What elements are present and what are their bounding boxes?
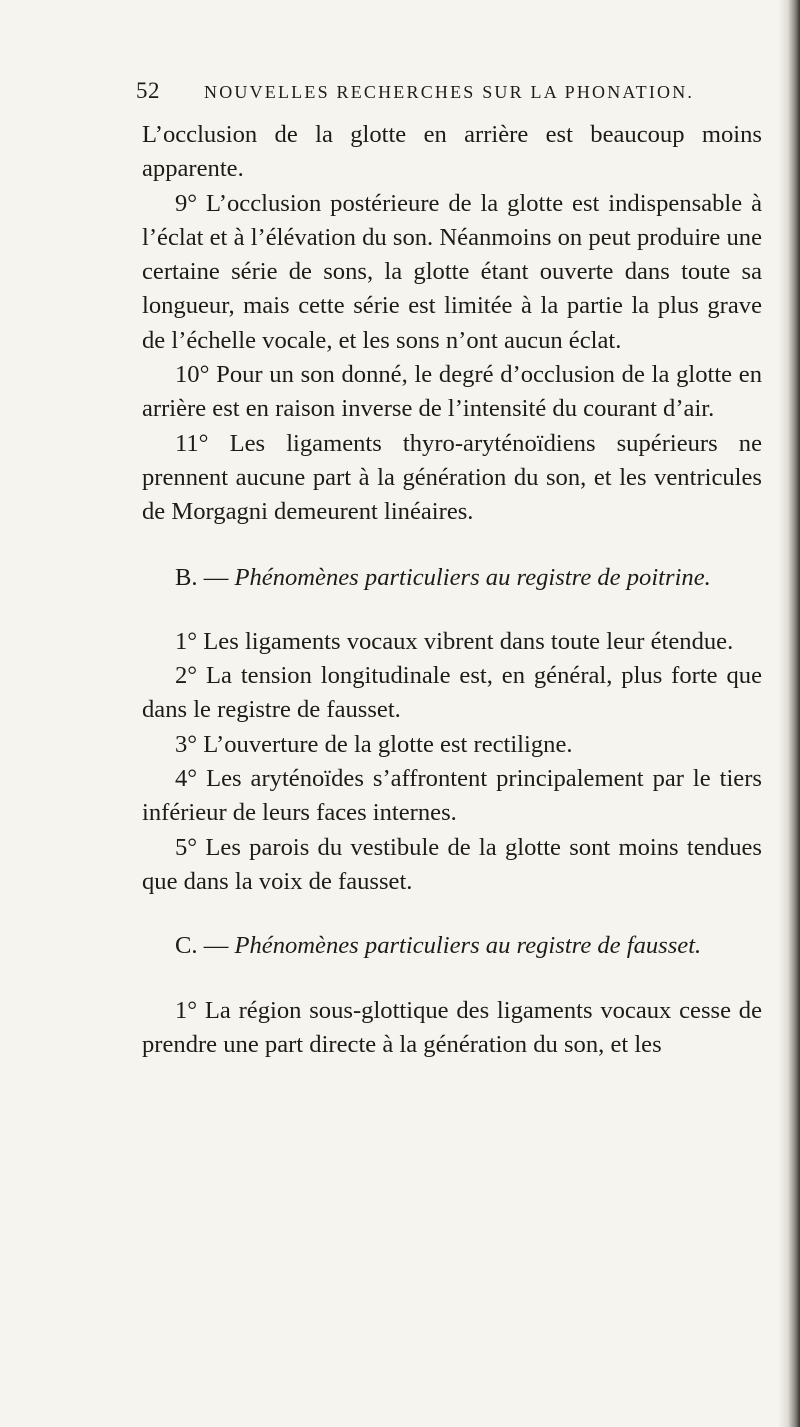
section-heading-b [142, 561, 762, 595]
paragraph-continuation: L’occlusion de la glotte en arrière est beaucoup moins apparente. [142, 121, 762, 183]
paragraph-b-3: 3° L’ouverture de la glotte est rectiligne. [175, 730, 573, 758]
section-b-title: Phénomènes particuliers au registre de poitrine. [234, 563, 711, 591]
paragraph-b-1: 1° Les ligaments vocaux vibrent dans toute leur étendue. [175, 627, 734, 655]
section-b-letter: B. — [175, 563, 229, 591]
body-text [142, 118, 762, 1062]
section-heading-c [142, 929, 762, 963]
paragraph-item-9: 9° L’occlusion postérieure de la glotte est indispensable à l’éclat et à l’élévation du son. Néanmoins on peut produire une certaine série de sons, la glotte étant ouverte dans toute sa longueur, mais cette série est limitée à la partie la plus grave de l’échelle vocale, et les sons n’ont aucun éclat. [142, 189, 762, 354]
section-c-title: Phénomènes particuliers au registre de fausset. [234, 932, 702, 960]
section-c-letter: C. — [175, 932, 229, 960]
page-number: 52 [136, 78, 160, 103]
running-title: NOUVELLES RECHERCHES SUR LA PHONATION. [204, 82, 695, 102]
paragraph-item-10: 10° Pour un son donné, le degré d’occlusion de la glotte en arrière est en raison inverse de l’intensité du courant d’air. [142, 361, 762, 423]
paragraph-item-11: 11° Les ligaments thyro-aryténoïdiens supérieurs ne prennent aucune part à la génération du son, et les ventricules de Morgagni demeurent linéaires. [142, 429, 762, 526]
page-header [136, 70, 782, 110]
paragraph-b-5: 5° Les parois du vestibule de la glotte sont moins tendues que dans la voix de fausset. [142, 833, 762, 895]
scan-edge-shadow [778, 0, 800, 1427]
paragraph-c-1: 1° La région sous-glottique des ligaments vocaux cesse de prendre une part directe à la génération du son, et les [142, 996, 762, 1058]
paragraph-b-2: 2° La tension longitudinale est, en général, plus forte que dans le registre de fausset. [142, 662, 762, 724]
paragraph-b-4: 4° Les aryténoïdes s’affrontent principalement par le tiers inférieur de leurs faces internes. [142, 765, 762, 827]
